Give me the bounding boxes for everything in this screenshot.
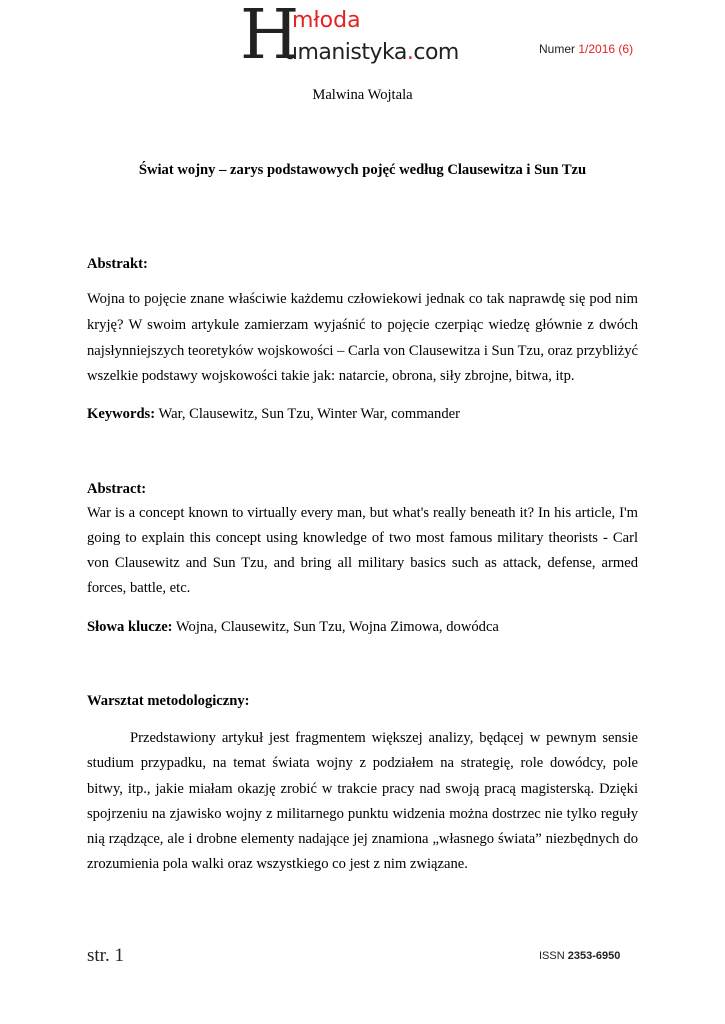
slowa-klucze: Słowa klucze: Wojna, Clausewitz, Sun Tzu, Wojna Zimowa, dowódca [87,619,499,635]
keywords: Keywords: War, Clausewitz, Sun Tzu, Winter War, commander [87,406,460,422]
article-title: Świat wojny – zarys podstawowych pojęć według Clausewitza i Sun Tzu [138,162,587,178]
logo-line2: umanistyka.com [284,40,459,65]
abstract-text: War is a concept known to virtually every man, but what's really beneath it? In his article, I'm going to explain this concept using knowledge of two most famous military theorists - Carl von Clausewitz and Sun Tzu, and bring all military basics such as attack, defense, armed forces, battle, etc. [87,505,638,596]
page-number: str. 1 [87,945,124,966]
logo-letter: H [240,0,300,75]
issue-number: Numer 1/2016 (6) [539,42,634,56]
abstract-heading: Abstract: [87,481,147,497]
logo-line1: młoda [292,8,361,33]
warsztat-text: Przedstawiony artykuł jest fragmentem większej analizy, będącej w pewnym sensie studium przypadku, na temat świata wojny z podziałem na strategię, role dowódcy, pole bitwy, itp., jakie miałam okazję zrobić w trakcie pracy nad swoją pracą magisterską. Dzięki spojrzeniu na zjawisko wojny z militarnego punktu widzenia można dostrzec nie tylko reguły nią rządzące, ale i drobne elementy nadające jej znamiona „własnego świata” niezbędnych do zrozumienia pola walki oraz wszystkiego co jest z nim związane. [87,730,638,873]
author: Malwina Wojtala [312,87,413,103]
abstrakt-heading: Abstrakt: [87,256,148,272]
journal-logo [240,0,470,75]
abstrakt-text: Wojna to pojęcie znane właściwie każdemu człowiekowi jednak co tak naprawdę się pod nim kryję? W swoim artykule zamierzam wyjaśnić to pojęcie czerpiąc wiedzę głównie z dwóch najsłynniejszych teoretyków wojskowości – Carla von Clausewitza i Sun Tzu, oraz przybliżyć wszelkie podstawy wojskowości takie jak: natarcie, obrona, siły zbrojne, bitwa, itp. [87,291,638,385]
warsztat-heading: Warsztat metodologiczny: [87,693,250,709]
issn: ISSN 2353-6950 [539,950,621,962]
